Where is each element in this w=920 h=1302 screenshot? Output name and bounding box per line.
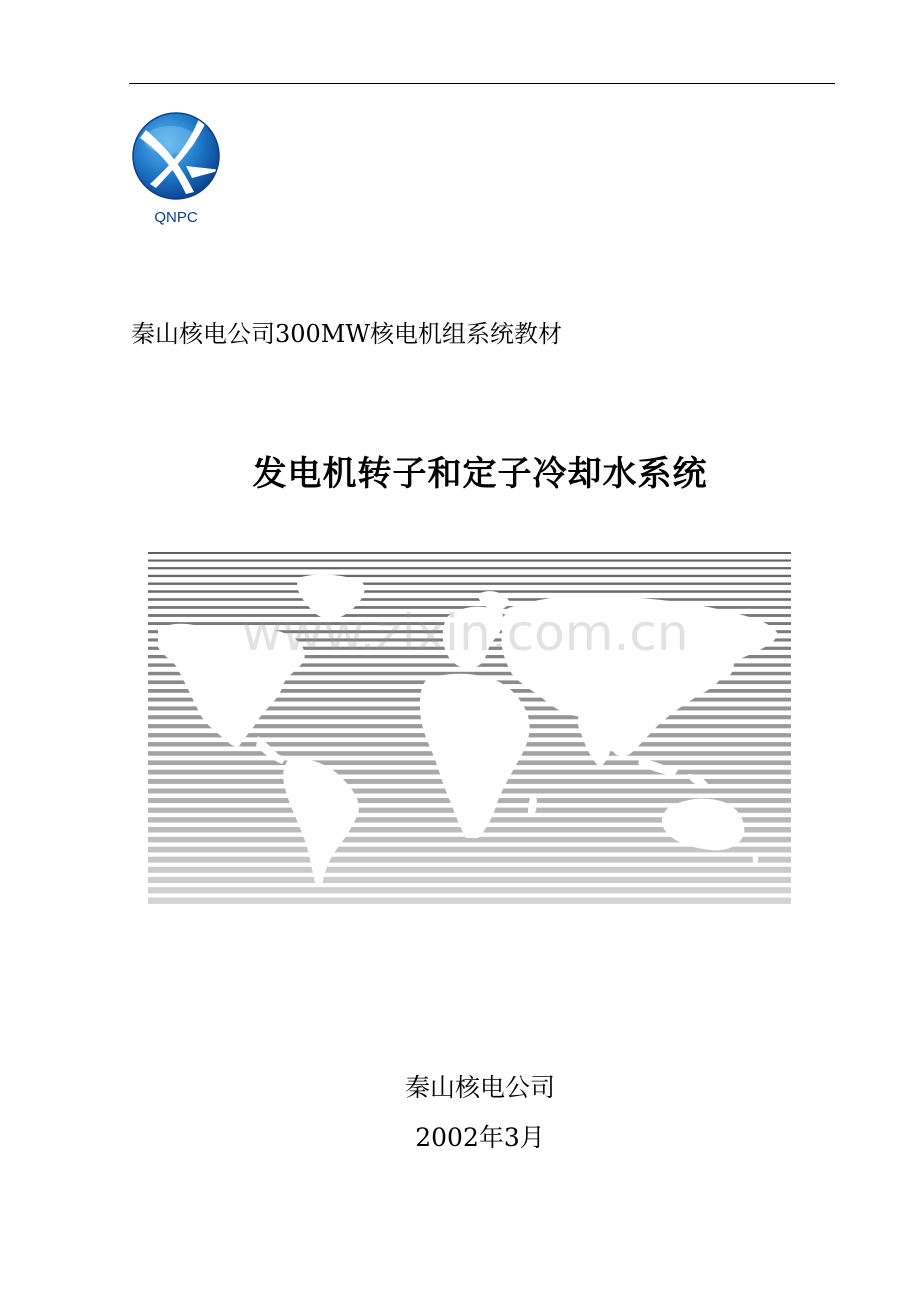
map-stripe — [148, 798, 791, 803]
map-stripe — [148, 715, 791, 719]
map-stripe — [148, 552, 791, 554]
map-stripe — [148, 857, 791, 863]
map-stripe — [148, 663, 791, 666]
map-stripe — [148, 808, 791, 813]
map-stripe — [148, 887, 791, 893]
map-stripe — [148, 867, 791, 873]
world-map-illustration — [148, 548, 791, 908]
map-stripe — [148, 760, 791, 765]
map-stripe — [148, 672, 791, 676]
document-title: 发电机转子和定子冷却水系统 — [252, 454, 708, 494]
map-stripe — [148, 877, 791, 883]
map-stripe — [148, 827, 791, 833]
map-stripe — [148, 837, 791, 843]
logo-text: QNPC — [154, 209, 198, 226]
map-stripe — [148, 847, 791, 853]
map-stripe — [148, 742, 791, 746]
map-stripe — [148, 583, 791, 585]
publication-date: 2002年3月 — [415, 1123, 545, 1152]
map-stripe — [148, 689, 791, 693]
map-stripe — [148, 560, 791, 562]
map-stripe — [148, 770, 791, 775]
map-stripe — [148, 898, 791, 904]
document-subtitle: 秦山核电公司300MW核电机组系统教材 — [131, 320, 563, 348]
map-stripe — [148, 817, 791, 822]
watermark-text: www.zixin.com.cn — [241, 604, 689, 662]
map-stripe — [148, 598, 791, 601]
map-stripe — [148, 698, 791, 702]
map-stripe — [148, 680, 791, 684]
company-name: 秦山核电公司 — [404, 1073, 555, 1102]
map-stripe — [148, 724, 791, 728]
qnpc-logo — [126, 108, 226, 228]
map-stripe — [148, 751, 791, 756]
top-rule — [129, 83, 835, 84]
map-stripe — [148, 779, 791, 784]
map-stripe — [148, 590, 791, 593]
map-stripe — [148, 575, 791, 577]
map-stripe — [148, 706, 791, 710]
map-stripe — [148, 789, 791, 794]
map-stripe — [148, 733, 791, 737]
map-stripe — [148, 567, 791, 569]
